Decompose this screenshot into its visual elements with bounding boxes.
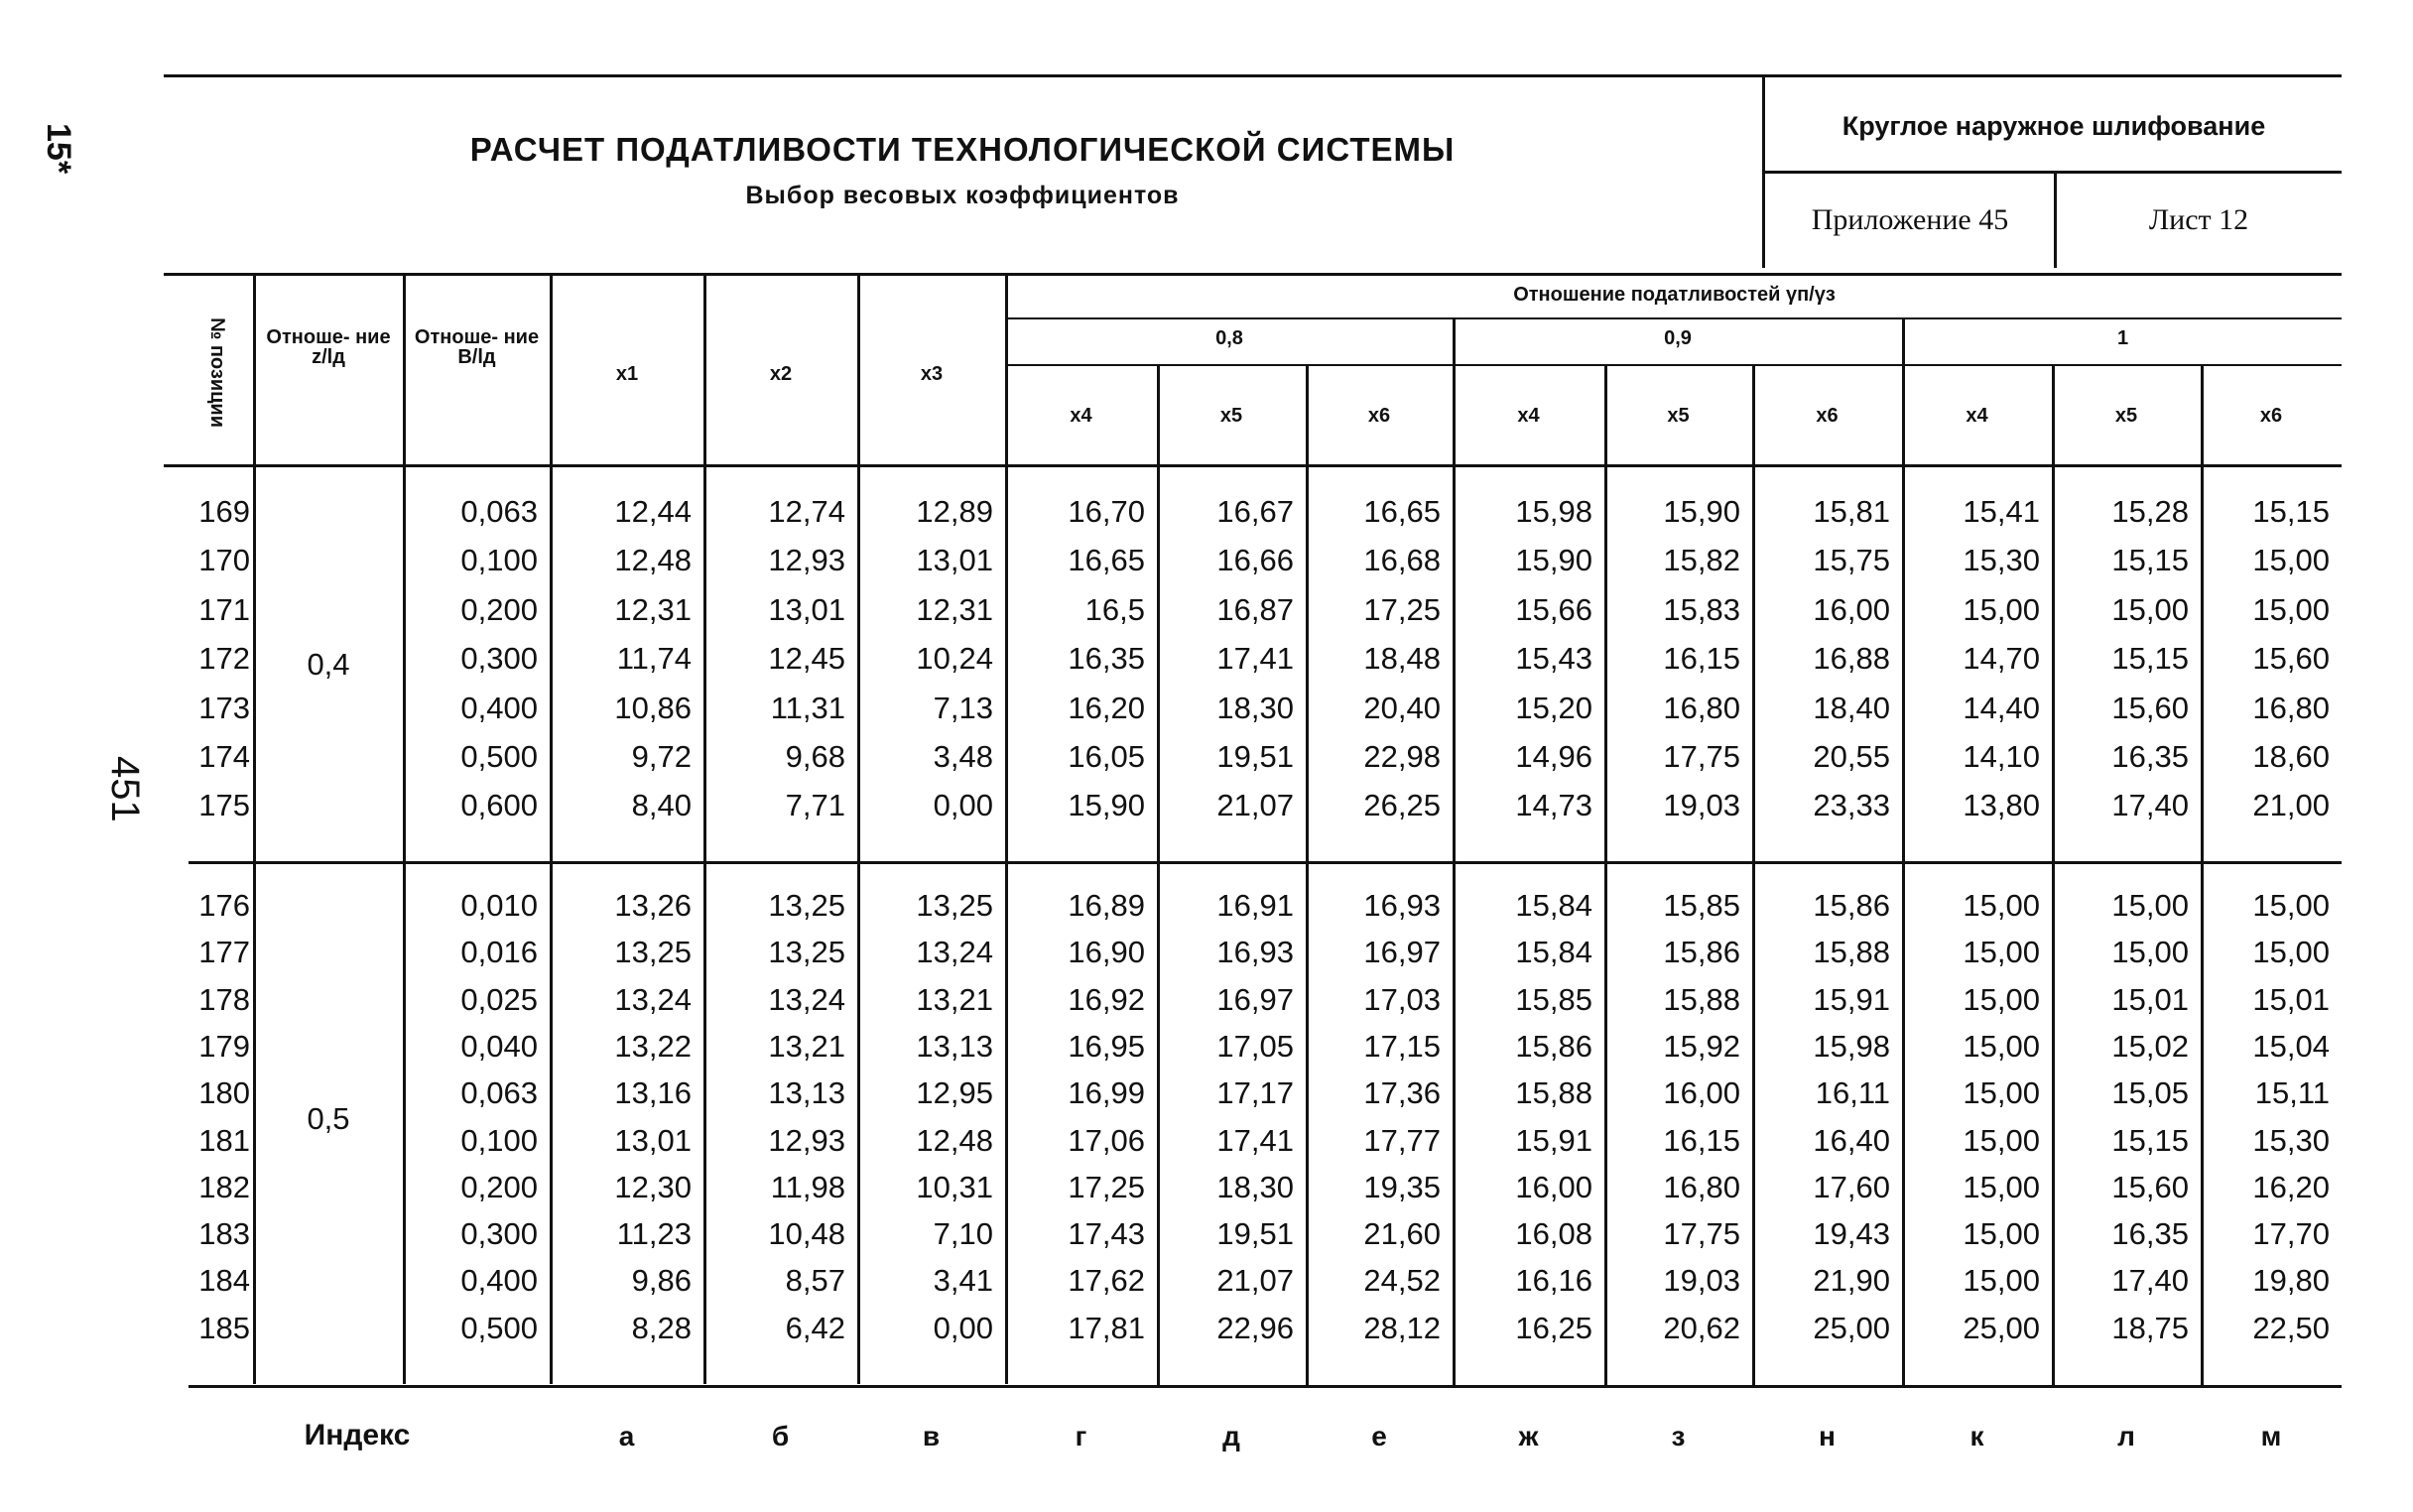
table-cell: 16,35 <box>1068 641 1145 677</box>
position-number: 180 <box>198 1075 250 1111</box>
table-cell: 16,08 <box>1515 1216 1592 1252</box>
table-cell: 0,010 <box>460 888 538 923</box>
table-cell: 17,03 <box>1363 981 1441 1017</box>
table-cell: 15,88 <box>1515 1075 1592 1111</box>
table-cell: 16,91 <box>1216 888 1294 923</box>
table-cell: 16,97 <box>1363 935 1441 970</box>
table-cell: 15,00 <box>1963 1169 2040 1204</box>
table-cell: 16,92 <box>1068 981 1145 1017</box>
table-cell: 15,60 <box>2252 641 2330 677</box>
table-cell: 17,40 <box>2111 788 2189 823</box>
table-cell: 16,05 <box>1068 739 1145 774</box>
index-letter: н <box>1819 1421 1836 1451</box>
table-cell: 16,70 <box>1068 494 1145 529</box>
table-cell: 15,15 <box>2111 641 2189 677</box>
sub-col-header: x4 <box>1070 405 1092 427</box>
col-header-position: № позиции <box>206 317 228 429</box>
table-cell: 15,00 <box>1963 591 2040 627</box>
table-cell: 11,98 <box>770 1169 845 1204</box>
table-cell: 15,00 <box>1963 981 2040 1017</box>
table-cell: 13,13 <box>916 1028 993 1064</box>
table-cell: 12,30 <box>614 1169 692 1204</box>
table-cell: 17,05 <box>1216 1028 1294 1064</box>
table-cell: 15,84 <box>1515 888 1592 923</box>
table-cell: 12,93 <box>768 543 845 578</box>
col-header-x3: x3 <box>920 363 944 385</box>
sub-col-header: x6 <box>1816 405 1839 427</box>
table-cell: 16,00 <box>1515 1169 1592 1204</box>
table-cell: 16,35 <box>2111 1216 2189 1252</box>
table-cell: 15,20 <box>1515 690 1592 725</box>
table-cell: 12,74 <box>768 494 845 529</box>
table-cell: 12,31 <box>614 591 692 627</box>
position-number: 174 <box>198 739 250 774</box>
table-cell: 15,00 <box>2252 888 2330 923</box>
table-cell: 13,24 <box>916 935 993 970</box>
table-cell: 15,00 <box>1963 1122 2040 1158</box>
index-letter: а <box>618 1421 635 1451</box>
index-letter: в <box>922 1421 941 1451</box>
index-letter: к <box>1969 1421 1984 1451</box>
table-cell: 0,300 <box>460 1216 538 1252</box>
table-cell: 15,00 <box>2252 935 2330 970</box>
index-letter: б <box>771 1421 790 1451</box>
sub-col-header: x5 <box>1219 405 1243 427</box>
table-cell: 16,15 <box>1663 641 1740 677</box>
table-cell: 14,73 <box>1515 788 1592 823</box>
table-cell: 22,96 <box>1216 1310 1294 1345</box>
table-cell: 16,95 <box>1068 1028 1145 1064</box>
table-cell: 15,83 <box>1663 591 1740 627</box>
table-cell: 13,24 <box>614 981 692 1017</box>
table-cell: 10,86 <box>614 690 692 725</box>
page-title: РАСЧЕТ ПОДАТЛИВОСТИ ТЕХНОЛОГИЧЕСКОЙ СИСТЕМЫ <box>469 131 1456 168</box>
col-header-x2: x2 <box>769 363 793 385</box>
table-cell: 15,11 <box>2254 1075 2330 1111</box>
table-cell: 15,15 <box>2252 494 2330 529</box>
table-cell: 12,31 <box>916 591 993 627</box>
table-cell: 17,75 <box>1663 1216 1740 1252</box>
table-cell: 13,22 <box>614 1028 692 1064</box>
table-cell: 16,89 <box>1068 888 1145 923</box>
table-cell: 16,93 <box>1216 935 1294 970</box>
table-cell: 9,86 <box>631 1263 692 1299</box>
table-cell: 3,41 <box>933 1263 993 1299</box>
table-cell: 0,400 <box>460 690 538 725</box>
table-cell: 12,45 <box>768 641 845 677</box>
table-cell: 16,40 <box>1813 1122 1890 1158</box>
table-cell: 17,81 <box>1068 1310 1145 1345</box>
table-cell: 17,06 <box>1068 1122 1145 1158</box>
table-cell: 15,04 <box>2252 1028 2330 1064</box>
table-cell: 15,00 <box>1963 888 2040 923</box>
table-cell: 15,00 <box>2111 888 2189 923</box>
table-cell: 11,74 <box>616 641 692 677</box>
table-cell: 15,15 <box>2111 1122 2189 1158</box>
table-cell: 18,75 <box>2111 1310 2189 1345</box>
table-cell: 16,93 <box>1363 888 1441 923</box>
table-cell: 14,96 <box>1515 739 1592 774</box>
table-cell: 24,52 <box>1363 1263 1441 1299</box>
index-letter: д <box>1222 1421 1240 1451</box>
table-cell: 17,70 <box>2252 1216 2330 1252</box>
table-cell: 15,91 <box>1813 981 1890 1017</box>
table-cell: 18,40 <box>1813 690 1890 725</box>
table-cell: 0,040 <box>460 1028 538 1064</box>
table-cell: 15,30 <box>1963 543 2040 578</box>
table-cell: 22,98 <box>1363 739 1441 774</box>
table-cell: 15,88 <box>1813 935 1890 970</box>
group-header-1: 1 <box>2116 327 2129 349</box>
table-cell: 17,40 <box>2111 1263 2189 1299</box>
table-cell: 18,48 <box>1363 641 1441 677</box>
table-cell: 15,00 <box>1963 1263 2040 1299</box>
index-letter: е <box>1371 1421 1387 1451</box>
table-cell: 15,86 <box>1663 935 1740 970</box>
position-number: 179 <box>198 1028 250 1064</box>
table-cell: 0,063 <box>460 1075 538 1111</box>
table-cell: 28,12 <box>1363 1310 1441 1345</box>
table-cell: 15,30 <box>2252 1122 2330 1158</box>
table-cell: 0,016 <box>460 935 538 970</box>
table-cell: 16,66 <box>1216 543 1294 578</box>
table-cell: 13,01 <box>614 1122 692 1158</box>
table-cell: 16,67 <box>1216 494 1294 529</box>
table-cell: 0,100 <box>460 1122 538 1158</box>
table-cell: 20,40 <box>1363 690 1441 725</box>
table-cell: 15,28 <box>2111 494 2189 529</box>
position-number: 182 <box>198 1169 250 1204</box>
table-cell: 12,93 <box>768 1122 845 1158</box>
table-cell: 0,025 <box>460 981 538 1017</box>
table-cell: 19,51 <box>1216 739 1294 774</box>
table-cell: 15,90 <box>1663 494 1740 529</box>
z-ratio-value: 0,4 <box>307 647 350 682</box>
table-cell: 15,75 <box>1813 543 1890 578</box>
col-header-b-ratio <box>405 327 549 367</box>
col-header-z-ratio-text: Отноше- ние z/lд <box>266 326 391 368</box>
table-cell: 18,30 <box>1216 690 1294 725</box>
sub-col-header: x4 <box>1966 405 1988 427</box>
table-cell: 18,30 <box>1216 1169 1294 1204</box>
col-header-z-ratio <box>255 327 402 367</box>
table-cell: 15,05 <box>2111 1075 2189 1111</box>
table-cell: 17,43 <box>1068 1216 1145 1252</box>
table-cell: 15,02 <box>2111 1028 2189 1064</box>
table-cell: 13,25 <box>916 888 993 923</box>
table-cell: 15,90 <box>1515 543 1592 578</box>
process-name: Круглое наружное шлифование <box>1842 111 2266 141</box>
table-cell: 16,25 <box>1515 1310 1592 1345</box>
group-header-0-9: 0,9 <box>1664 327 1692 349</box>
table-cell: 15,41 <box>1963 494 2040 529</box>
position-number: 181 <box>198 1122 250 1158</box>
table-cell: 17,17 <box>1216 1075 1294 1111</box>
table-cell: 0,300 <box>460 641 538 677</box>
table-cell: 19,51 <box>1216 1216 1294 1252</box>
position-number: 185 <box>198 1310 250 1345</box>
table-cell: 21,90 <box>1813 1263 1890 1299</box>
table-cell: 14,70 <box>1963 641 2040 677</box>
table-cell: 15,60 <box>2111 1169 2189 1204</box>
table-cell: 15,81 <box>1813 494 1890 529</box>
table-cell: 15,01 <box>2252 981 2330 1017</box>
rule <box>164 464 2342 467</box>
table-cell: 17,15 <box>1363 1028 1441 1064</box>
table-cell: 25,00 <box>1963 1310 2040 1345</box>
rule <box>189 1385 2342 1388</box>
sub-col-header: x6 <box>1367 405 1391 427</box>
table-cell: 0,100 <box>460 543 538 578</box>
table-cell: 11,23 <box>616 1216 692 1252</box>
table-cell: 16,20 <box>2252 1169 2330 1204</box>
table-cell: 26,25 <box>1363 788 1441 823</box>
position-number: 171 <box>198 591 250 627</box>
table-cell: 0,00 <box>933 1310 993 1345</box>
table-cell: 17,41 <box>1216 1122 1294 1158</box>
table-cell: 0,400 <box>460 1263 538 1299</box>
table-cell: 3,48 <box>933 739 993 774</box>
table-cell: 9,68 <box>785 739 845 774</box>
table-cell: 16,80 <box>1663 690 1740 725</box>
col-header-b-ratio-text: Отноше- ние B/lд <box>414 326 540 368</box>
rule <box>189 861 2342 864</box>
table-cell: 13,01 <box>916 543 993 578</box>
table-cell: 15,01 <box>2111 981 2189 1017</box>
table-cell: 25,00 <box>1813 1310 1890 1345</box>
col-header-x1: x1 <box>615 363 639 385</box>
table-cell: 12,95 <box>916 1075 993 1111</box>
table-cell: 0,00 <box>933 788 993 823</box>
table-cell: 14,10 <box>1963 739 2040 774</box>
table-cell: 13,25 <box>768 935 845 970</box>
signature-mark: 15* <box>40 123 77 175</box>
table-cell: 11,31 <box>770 690 845 725</box>
table-cell: 16,88 <box>1813 641 1890 677</box>
table-cell: 12,89 <box>916 494 993 529</box>
table-cell: 16,68 <box>1363 543 1441 578</box>
table-cell: 13,26 <box>614 888 692 923</box>
table-cell: 15,00 <box>2252 543 2330 578</box>
sub-col-header: x5 <box>1667 405 1690 427</box>
table-cell: 16,20 <box>1068 690 1145 725</box>
table-cell: 0,500 <box>460 739 538 774</box>
table-cell: 15,85 <box>1515 981 1592 1017</box>
table-cell: 15,92 <box>1663 1028 1740 1064</box>
table-cell: 16,00 <box>1663 1075 1740 1111</box>
table-cell: 15,00 <box>2111 591 2189 627</box>
table-cell: 8,28 <box>631 1310 692 1345</box>
table-cell: 22,50 <box>2252 1310 2330 1345</box>
table-cell: 0,600 <box>460 788 538 823</box>
table-cell: 17,41 <box>1216 641 1294 677</box>
position-number: 170 <box>198 543 250 578</box>
table-cell: 15,60 <box>2111 690 2189 725</box>
table-cell: 0,500 <box>460 1310 538 1345</box>
index-letter: з <box>1671 1421 1686 1451</box>
position-number: 178 <box>198 981 250 1017</box>
table-cell: 16,80 <box>1663 1169 1740 1204</box>
index-letter: ж <box>1518 1421 1539 1451</box>
table-cell: 9,72 <box>631 739 692 774</box>
group-header-0-8: 0,8 <box>1215 327 1243 349</box>
rule <box>164 273 2342 276</box>
table-cell: 7,10 <box>933 1216 993 1252</box>
rule <box>1007 364 2342 366</box>
position-number: 175 <box>198 788 250 823</box>
table-cell: 15,00 <box>1963 1075 2040 1111</box>
table-cell: 17,36 <box>1363 1075 1441 1111</box>
table-cell: 16,80 <box>2252 690 2330 725</box>
sheet-label: Лист 12 <box>2148 203 2249 236</box>
page-subtitle: Выбор весовых коэффициентов <box>745 182 1180 209</box>
table-cell: 16,99 <box>1068 1075 1145 1111</box>
table-cell: 10,24 <box>916 641 993 677</box>
table-cell: 13,13 <box>768 1075 845 1111</box>
sub-col-header: x5 <box>2114 405 2138 427</box>
table-cell: 15,98 <box>1515 494 1592 529</box>
sub-col-header: x6 <box>2259 405 2283 427</box>
table-cell: 16,97 <box>1216 981 1294 1017</box>
table-cell: 6,42 <box>785 1310 845 1345</box>
table-cell: 16,35 <box>2111 739 2189 774</box>
table-cell: 15,82 <box>1663 543 1740 578</box>
table-cell: 19,35 <box>1363 1169 1441 1204</box>
z-ratio-value: 0,5 <box>307 1101 350 1136</box>
ratio-group-header: Отношение податливостей γп/γз <box>1513 284 1836 306</box>
table-cell: 20,55 <box>1813 739 1890 774</box>
table-cell: 16,5 <box>1084 591 1145 627</box>
table-cell: 16,16 <box>1515 1263 1592 1299</box>
index-letter: г <box>1075 1421 1087 1451</box>
table-cell: 21,00 <box>2252 788 2330 823</box>
sub-col-header: x4 <box>1517 405 1540 427</box>
table-cell: 0,200 <box>460 591 538 627</box>
table-cell: 15,00 <box>1963 1216 2040 1252</box>
table-cell: 15,15 <box>2111 543 2189 578</box>
table-cell: 15,00 <box>1963 935 2040 970</box>
table-cell: 0,063 <box>460 494 538 529</box>
table-cell: 15,98 <box>1813 1028 1890 1064</box>
table-cell: 16,90 <box>1068 935 1145 970</box>
position-number: 184 <box>198 1263 250 1299</box>
table-cell: 0,200 <box>460 1169 538 1204</box>
table-cell: 17,60 <box>1813 1169 1890 1204</box>
table-cell: 17,62 <box>1068 1263 1145 1299</box>
table-cell: 15,91 <box>1515 1122 1592 1158</box>
table-cell: 15,00 <box>2111 935 2189 970</box>
table-cell: 21,60 <box>1363 1216 1441 1252</box>
table-cell: 10,31 <box>916 1169 993 1204</box>
table-cell: 17,25 <box>1363 591 1441 627</box>
table-cell: 16,87 <box>1216 591 1294 627</box>
table-cell: 15,00 <box>2252 591 2330 627</box>
table-cell: 17,75 <box>1663 739 1740 774</box>
rule <box>1007 317 2342 319</box>
table-cell: 13,80 <box>1963 788 2040 823</box>
position-number: 177 <box>198 935 250 970</box>
appendix-label: Приложение 45 <box>1811 203 2009 236</box>
position-number: 176 <box>198 888 250 923</box>
table-cell: 23,33 <box>1813 788 1890 823</box>
index-label: Индекс <box>304 1419 411 1451</box>
table-cell: 13,25 <box>768 888 845 923</box>
table-cell: 16,65 <box>1068 543 1145 578</box>
table-cell: 12,48 <box>614 543 692 578</box>
page-number: 451 <box>103 756 147 822</box>
table-cell: 7,71 <box>785 788 845 823</box>
position-number: 173 <box>198 690 250 725</box>
table-cell: 10,48 <box>768 1216 845 1252</box>
table-cell: 18,60 <box>2252 739 2330 774</box>
table-cell: 15,86 <box>1515 1028 1592 1064</box>
table-cell: 19,03 <box>1663 788 1740 823</box>
table-cell: 15,00 <box>1963 1028 2040 1064</box>
table-cell: 16,15 <box>1663 1122 1740 1158</box>
table-cell: 15,86 <box>1813 888 1890 923</box>
table-cell: 8,57 <box>785 1263 845 1299</box>
table-cell: 21,07 <box>1216 788 1294 823</box>
table-cell: 17,77 <box>1363 1122 1441 1158</box>
index-letter: м <box>2260 1421 2282 1451</box>
position-number: 183 <box>198 1216 250 1252</box>
table-cell: 12,48 <box>916 1122 993 1158</box>
table-cell: 7,13 <box>933 690 993 725</box>
table-cell: 13,01 <box>768 591 845 627</box>
table-cell: 15,66 <box>1515 591 1592 627</box>
table-cell: 15,88 <box>1663 981 1740 1017</box>
table-cell: 16,11 <box>1815 1075 1890 1111</box>
table-cell: 15,85 <box>1663 888 1740 923</box>
position-number: 172 <box>198 641 250 677</box>
table-cell: 8,40 <box>631 788 692 823</box>
position-number: 169 <box>198 494 250 529</box>
table-cell: 19,80 <box>2252 1263 2330 1299</box>
table-cell: 15,90 <box>1068 788 1145 823</box>
table-cell: 13,21 <box>768 1028 845 1064</box>
table-cell: 21,07 <box>1216 1263 1294 1299</box>
table-cell: 15,84 <box>1515 935 1592 970</box>
table-cell: 15,43 <box>1515 641 1592 677</box>
table-cell: 16,00 <box>1813 591 1890 627</box>
table-cell: 19,03 <box>1663 1263 1740 1299</box>
table-cell: 13,25 <box>614 935 692 970</box>
table-cell: 19,43 <box>1813 1216 1890 1252</box>
table-cell: 13,16 <box>614 1075 692 1111</box>
table-cell: 20,62 <box>1663 1310 1740 1345</box>
table-cell: 17,25 <box>1068 1169 1145 1204</box>
table-cell: 14,40 <box>1963 690 2040 725</box>
table-cell: 13,24 <box>768 981 845 1017</box>
column-divider <box>253 273 256 1384</box>
table-cell: 13,21 <box>916 981 993 1017</box>
table-cell: 12,44 <box>614 494 692 529</box>
table-cell: 16,65 <box>1363 494 1441 529</box>
index-letter: л <box>2117 1421 2135 1451</box>
